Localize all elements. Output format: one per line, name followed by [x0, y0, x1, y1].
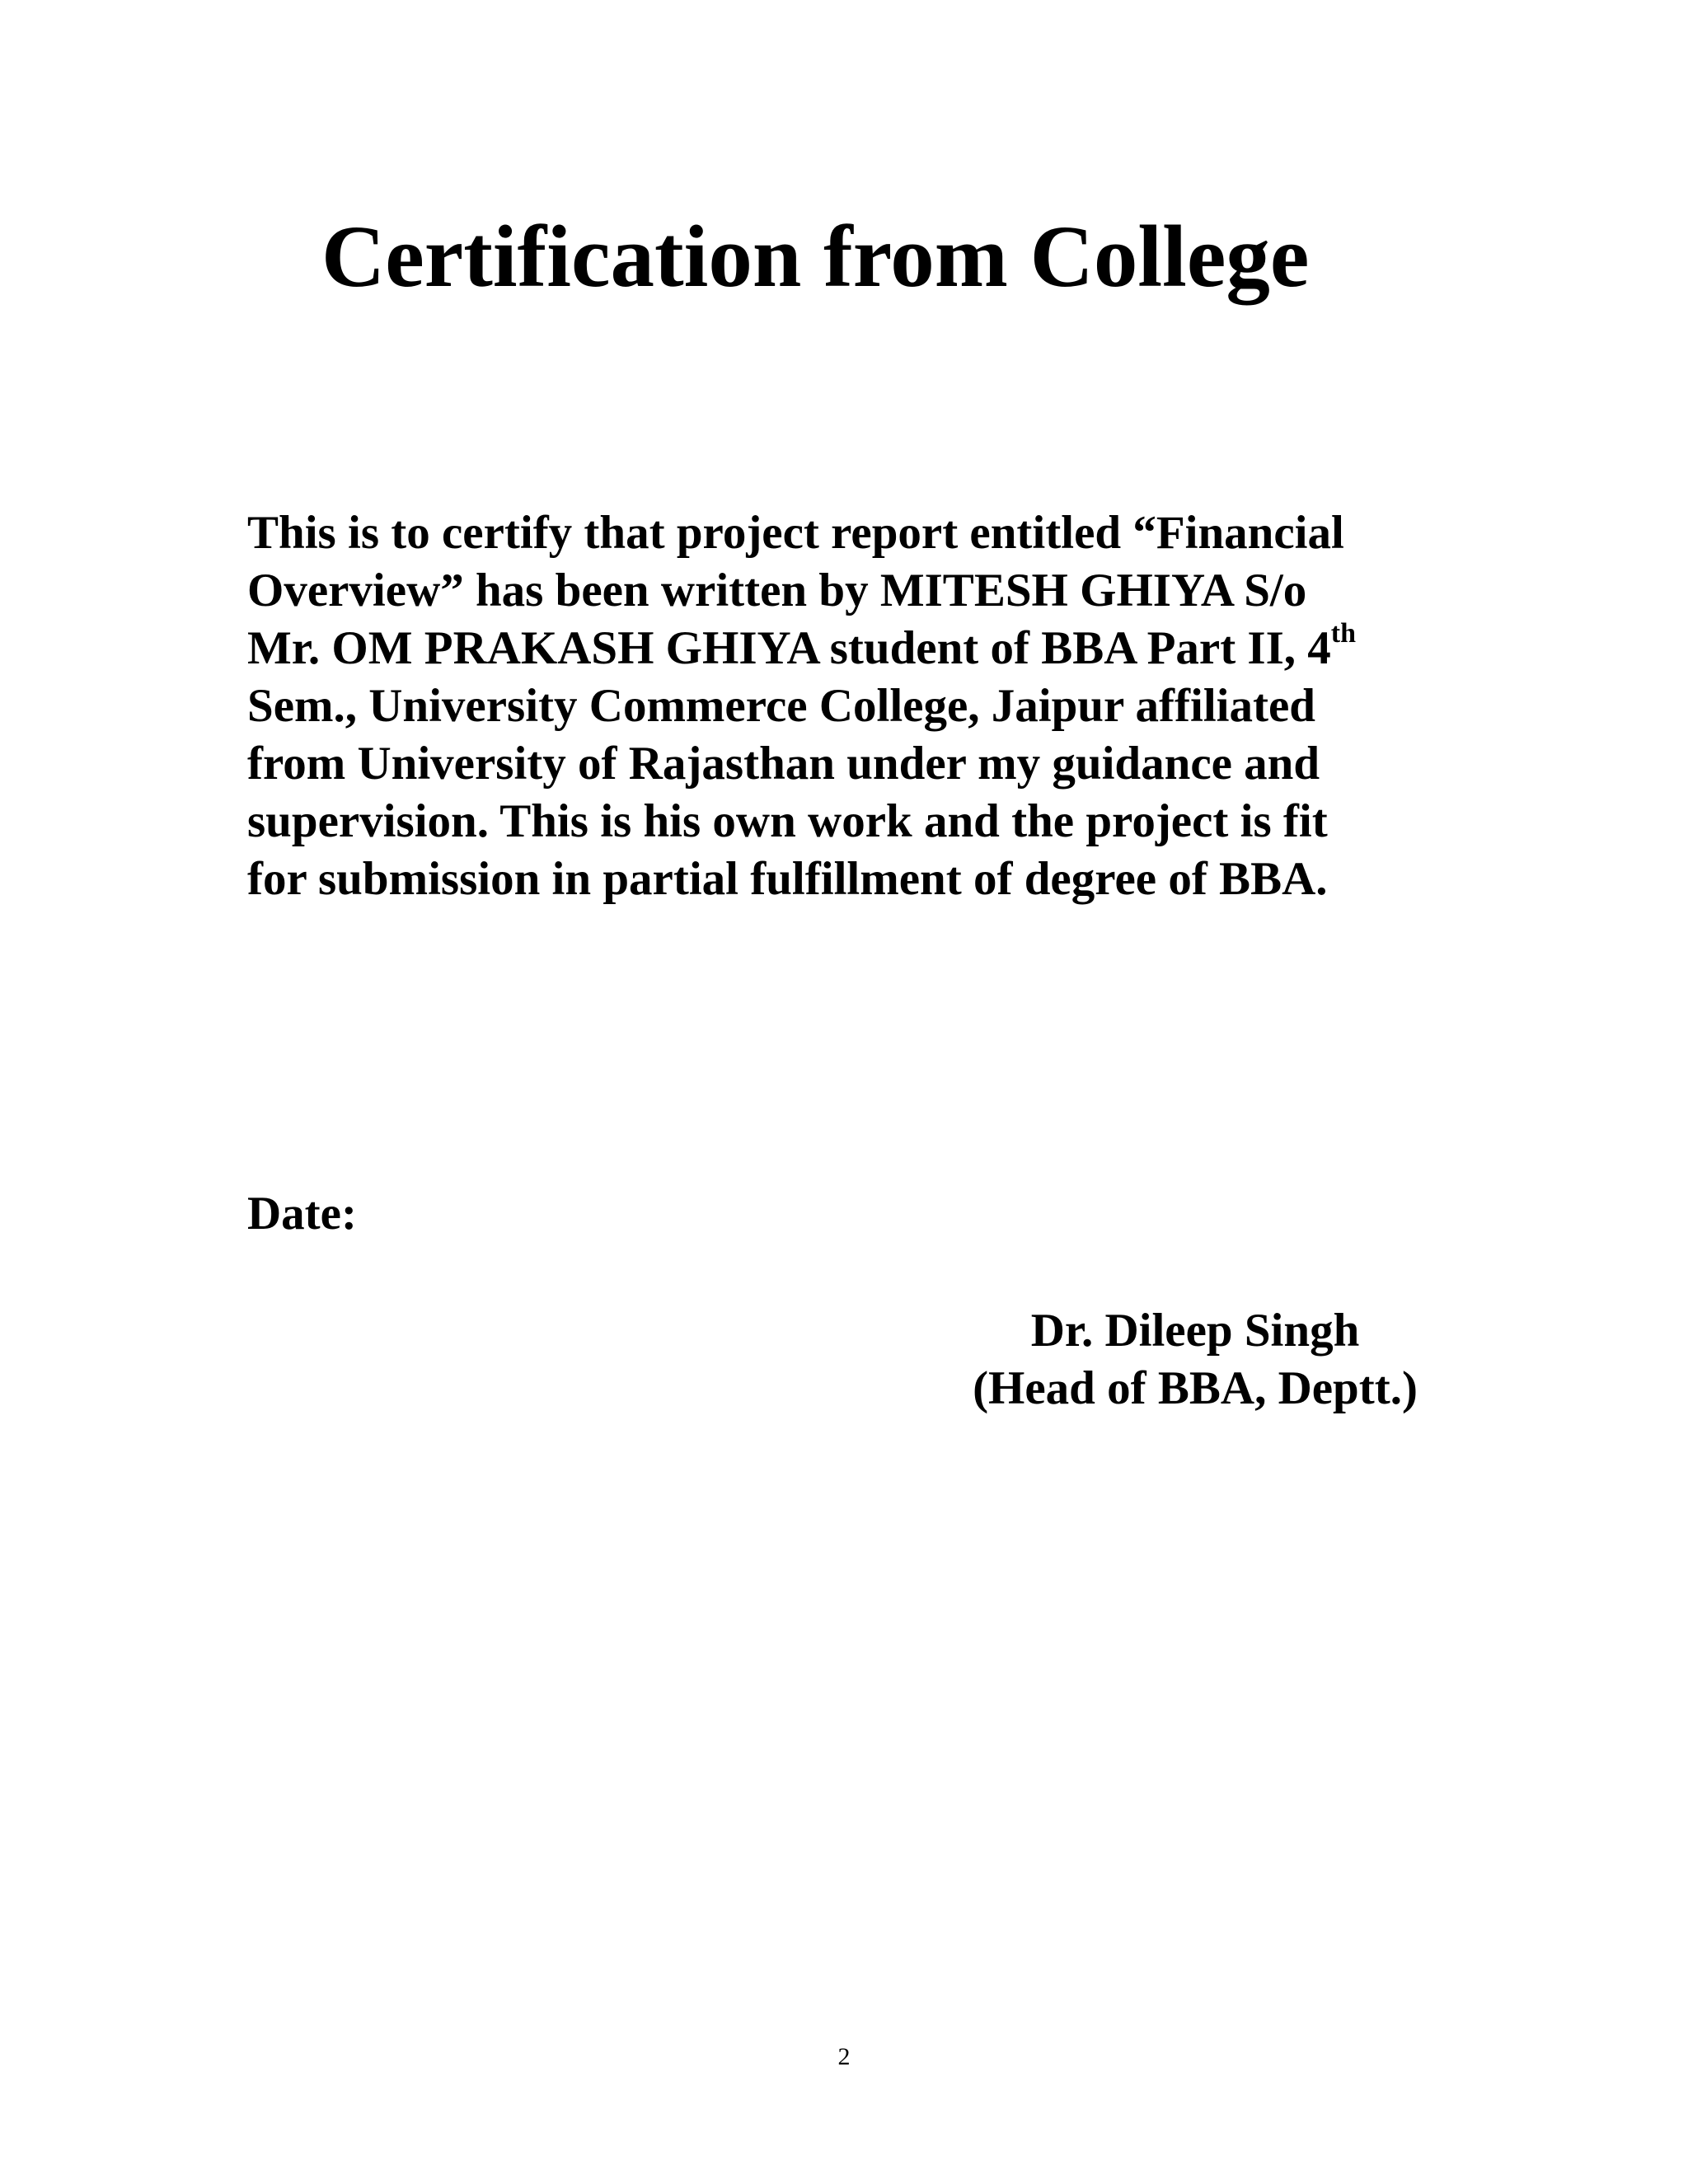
signatory-designation: (Head of BBA, Deptt.) — [973, 1362, 1418, 1414]
body-line-3 — [247, 620, 1484, 677]
body-line-2: Overview” has been written by MITESH GHIYA S/o — [247, 565, 1307, 616]
page-title: Certification from College — [321, 209, 1310, 306]
body-line-7: for submission in partial fulfillment of degree of BBA. — [247, 853, 1328, 905]
ordinal-superscript: th — [1330, 618, 1357, 649]
body-line-6: supervision. This is his own work and the project is fit — [247, 795, 1328, 847]
body-line-4: Sem., University Commerce College, Jaipur affiliated — [247, 680, 1315, 732]
body-line-3-text: Mr. OM PRAKASH GHIYA student of BBA Part II, 4 — [247, 622, 1331, 674]
certificate-body — [247, 504, 1484, 908]
signatory-name: Dr. Dileep Singh — [1030, 1305, 1360, 1357]
page-number: 2 — [837, 2043, 851, 2070]
body-line-5: from University of Rajasthan under my guidance and — [247, 738, 1320, 790]
date-label: Date: — [247, 1188, 357, 1240]
signature-block — [956, 1302, 1434, 1418]
body-line-1: This is to certify that project report entitled “Financial — [247, 507, 1344, 559]
